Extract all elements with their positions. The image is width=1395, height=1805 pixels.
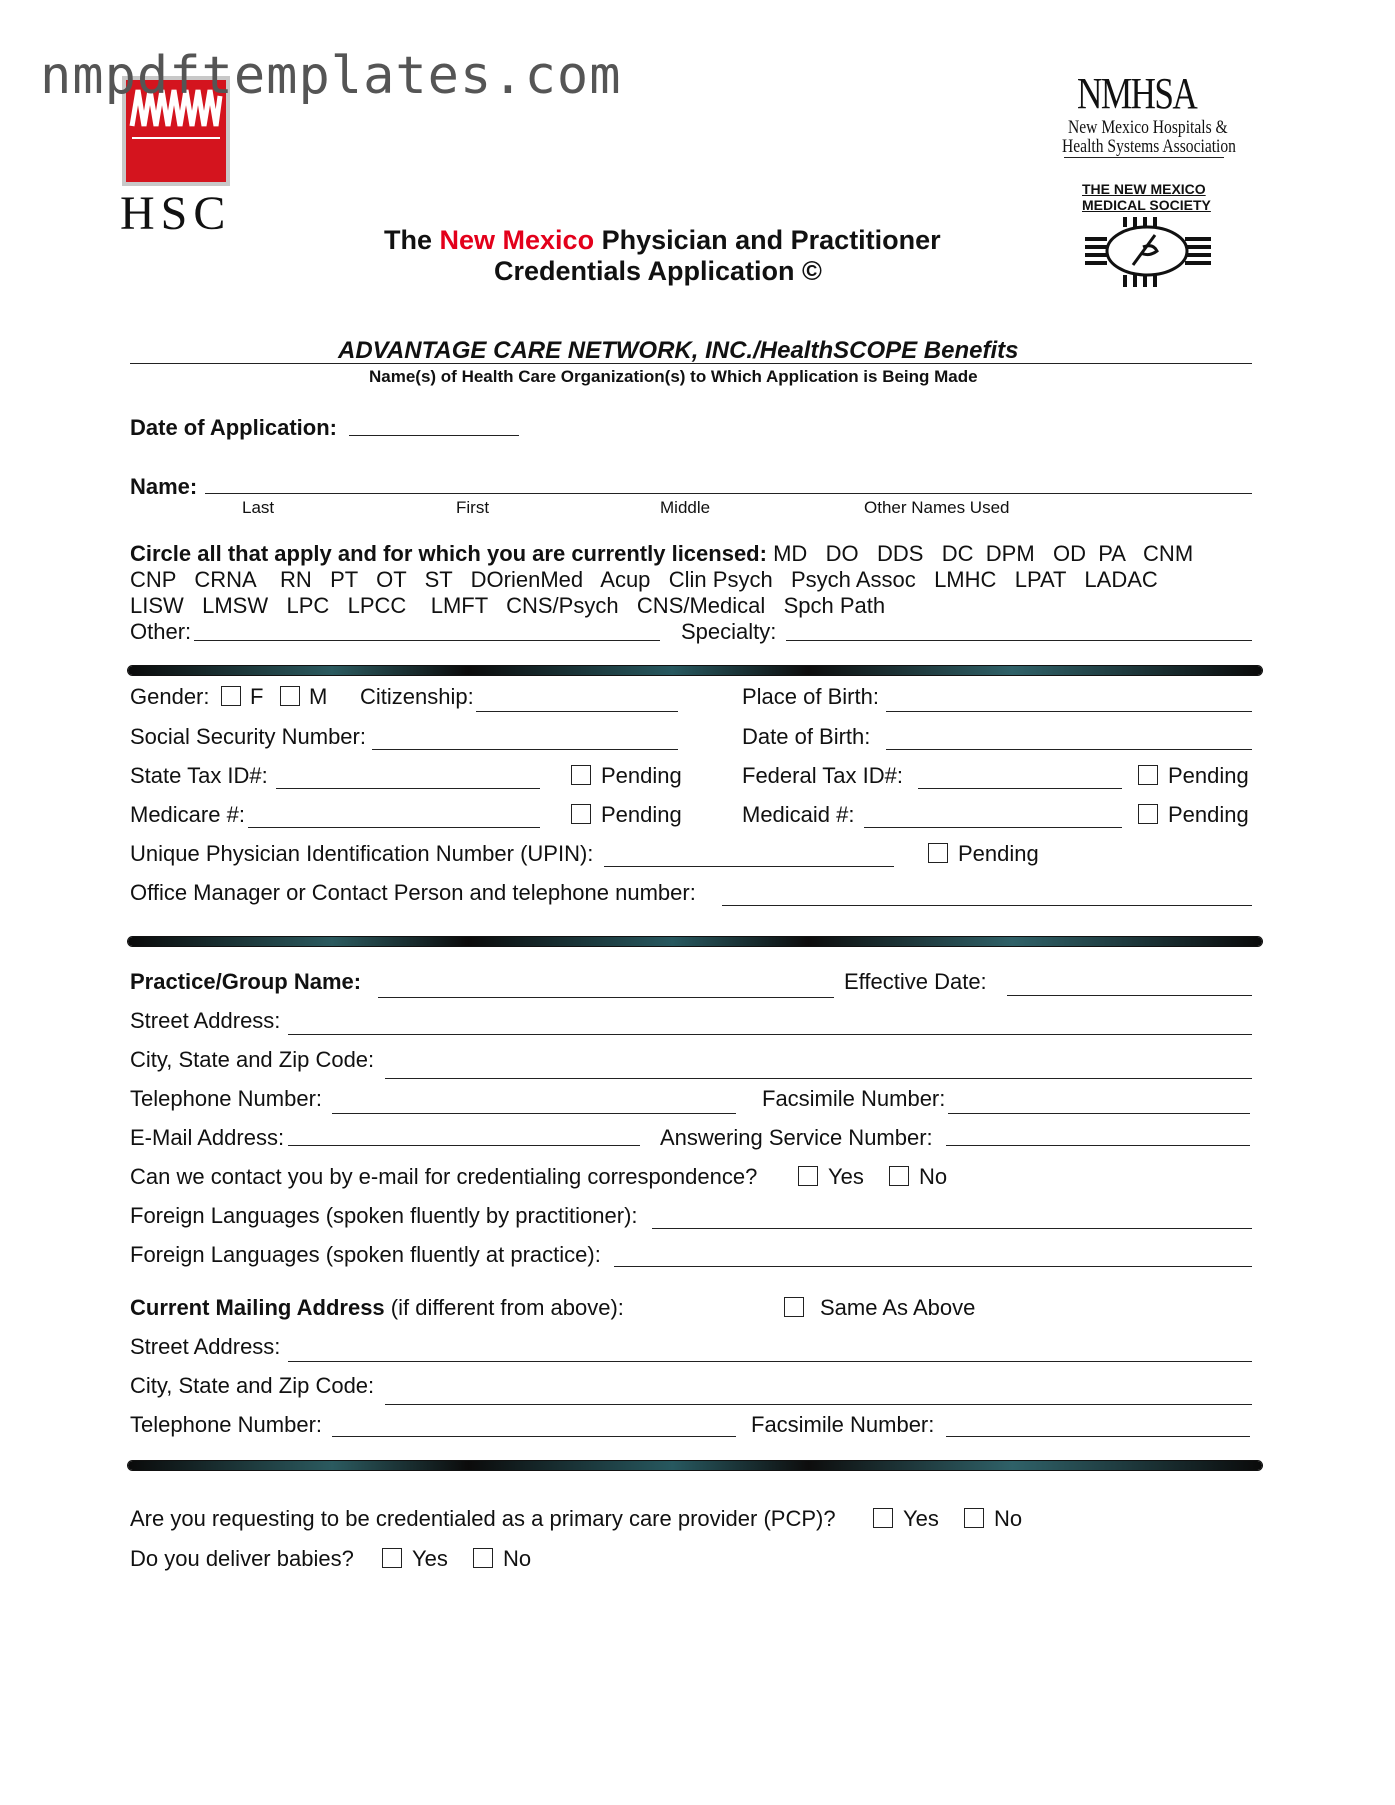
medicare-pending-label: Pending — [601, 802, 682, 827]
dob-label: Date of Birth: — [742, 724, 871, 749]
same-as-above-checkbox[interactable] — [784, 1297, 804, 1317]
pcp-question: Are you requesting to be credentialed as a primary care provider (PCP)? — [130, 1506, 836, 1531]
lang-practice-field[interactable] — [614, 1266, 1252, 1267]
section-divider-1 — [128, 666, 1262, 675]
license-other-label: Other: — [130, 619, 192, 644]
nmhsa-line1: New Mexico Hospitals & — [1068, 117, 1228, 138]
office-manager-label: Office Manager or Contact Person and telephone number: — [130, 880, 696, 905]
pcp-yes-label: Yes — [903, 1506, 939, 1531]
babies-yes-label: Yes — [412, 1546, 448, 1571]
license-options-row2[interactable]: CNP CRNA RN PT OT ST DOrienMed Acup Clin Psych Psych Assoc LMHC LPAT LADAC — [130, 567, 1158, 592]
upin-field[interactable] — [604, 866, 894, 867]
nmhsa-line2: Health Systems Association — [1062, 136, 1236, 157]
organization-line[interactable] — [130, 363, 1252, 364]
medicaid-label: Medicaid #: — [742, 802, 855, 827]
watermark: nmpdftemplates.com — [40, 46, 622, 106]
practice-telephone-field[interactable] — [332, 1113, 736, 1114]
license-row1 — [130, 543, 1193, 565]
name-label: Name: — [130, 474, 198, 499]
ssn-field[interactable] — [372, 749, 678, 750]
name-sub-first: First — [456, 498, 490, 517]
mailing-city-label: City, State and Zip Code: — [130, 1373, 375, 1398]
gender-female-checkbox[interactable] — [221, 686, 241, 706]
pcp-no-checkbox[interactable] — [964, 1508, 984, 1528]
state-tax-label: State Tax ID#: — [130, 763, 268, 788]
same-as-above-label: Same As Above — [820, 1295, 976, 1320]
federal-tax-label: Federal Tax ID#: — [742, 763, 904, 788]
federal-tax-pending-checkbox[interactable] — [1138, 765, 1158, 785]
mailing-street-label: Street Address: — [130, 1334, 281, 1359]
babies-no-checkbox[interactable] — [473, 1548, 493, 1568]
federal-tax-pending-label: Pending — [1168, 763, 1249, 788]
ssn-label: Social Security Number: — [130, 724, 366, 749]
citizenship-field[interactable] — [476, 711, 678, 712]
medicaid-field[interactable] — [864, 827, 1122, 828]
nmms-line2: MEDICAL SOCIETY — [1082, 197, 1211, 213]
nmms-line1: THE NEW MEXICO — [1082, 181, 1206, 197]
dob-field[interactable] — [886, 749, 1252, 750]
practice-email-field[interactable] — [288, 1145, 640, 1146]
name-sub-middle: Middle — [660, 498, 711, 517]
gender-male-checkbox[interactable] — [280, 686, 300, 706]
mailing-city-field[interactable] — [385, 1404, 1252, 1405]
federal-tax-field[interactable] — [918, 788, 1122, 789]
pcp-no-label: No — [994, 1506, 1023, 1531]
zia-symbol-icon — [1085, 217, 1215, 292]
upin-label: Unique Physician Identification Number (UPIN): — [130, 841, 594, 866]
license-other-field[interactable] — [194, 640, 660, 641]
organization-caption: Name(s) of Health Care Organization(s) to Which Application is Being Made — [369, 367, 978, 386]
name-sub-other: Other Names Used — [864, 498, 1010, 517]
citizenship-label: Citizenship: — [360, 684, 474, 709]
gender-male-label: M — [309, 684, 328, 709]
form-title-line2: Credentials Application © — [494, 256, 822, 286]
lang-practice-label: Foreign Languages (spoken fluently at practice): — [130, 1242, 601, 1267]
specialty-label: Specialty: — [681, 619, 777, 644]
contact-email-no-checkbox[interactable] — [889, 1166, 909, 1186]
practice-city-label: City, State and Zip Code: — [130, 1047, 375, 1072]
answering-service-field[interactable] — [946, 1145, 1250, 1146]
form-title-line1 — [384, 227, 941, 254]
mailing-heading-rest: (if different from above): — [384, 1295, 624, 1320]
state-tax-field[interactable] — [276, 788, 540, 789]
practice-email-label: E-Mail Address: — [130, 1125, 285, 1150]
practice-telephone-label: Telephone Number: — [130, 1086, 323, 1111]
lang-practitioner-label: Foreign Languages (spoken fluently by practitioner): — [130, 1203, 638, 1228]
mailing-fax-field[interactable] — [946, 1436, 1250, 1437]
pcp-yes-checkbox[interactable] — [873, 1508, 893, 1528]
mailing-fax-label: Facsimile Number: — [751, 1412, 935, 1437]
state-tax-pending-checkbox[interactable] — [571, 765, 591, 785]
mailing-address-heading — [130, 1297, 624, 1319]
title-prefix: The — [384, 225, 440, 255]
practice-street-label: Street Address: — [130, 1008, 281, 1033]
practice-name-field[interactable] — [378, 997, 834, 998]
place-of-birth-field[interactable] — [886, 711, 1252, 712]
practice-fax-field[interactable] — [948, 1113, 1250, 1114]
date-of-application-field[interactable] — [349, 435, 519, 436]
mailing-heading-bold: Current Mailing Address — [130, 1295, 385, 1320]
title-highlight: New Mexico — [439, 225, 595, 255]
contact-email-no-label: No — [919, 1164, 948, 1189]
babies-yes-checkbox[interactable] — [382, 1548, 402, 1568]
babies-no-label: No — [503, 1546, 532, 1571]
medicaid-pending-label: Pending — [1168, 802, 1249, 827]
medicare-pending-checkbox[interactable] — [571, 804, 591, 824]
medicare-label: Medicare #: — [130, 802, 245, 827]
effective-date-field[interactable] — [1007, 995, 1252, 996]
mailing-telephone-label: Telephone Number: — [130, 1412, 323, 1437]
upin-pending-label: Pending — [958, 841, 1039, 866]
gender-label: Gender: — [130, 684, 210, 709]
gender-female-label: F — [250, 684, 264, 709]
license-options-row1[interactable]: MD DO DDS DC DPM OD PA CNM — [773, 541, 1194, 566]
babies-question: Do you deliver babies? — [130, 1546, 354, 1571]
organization-name: ADVANTAGE CARE NETWORK, INC./HealthSCOPE Benefits — [338, 337, 1019, 364]
nmhsa-abbrev: NMHSA — [1077, 69, 1197, 118]
name-field[interactable] — [205, 493, 1252, 494]
place-of-birth-label: Place of Birth: — [742, 684, 879, 709]
practice-street-field[interactable] — [288, 1034, 1252, 1035]
medicare-field[interactable] — [248, 827, 540, 828]
section-divider-2 — [128, 937, 1262, 946]
upin-pending-checkbox[interactable] — [928, 843, 948, 863]
practice-name-label: Practice/Group Name: — [130, 969, 362, 994]
state-tax-pending-label: Pending — [601, 763, 682, 788]
effective-date-label: Effective Date: — [844, 969, 987, 994]
mailing-telephone-field[interactable] — [332, 1436, 736, 1437]
title-suffix: Physician and Practitioner — [594, 225, 941, 255]
name-sub-last: Last — [242, 498, 275, 517]
nmhsa-underline — [1064, 157, 1224, 158]
answering-service-label: Answering Service Number: — [660, 1125, 933, 1150]
contact-email-yes-label: Yes — [828, 1164, 864, 1189]
specialty-field[interactable] — [786, 640, 1252, 641]
practice-city-field[interactable] — [385, 1078, 1252, 1079]
contact-email-question: Can we contact you by e-mail for credentialing correspondence? — [130, 1164, 758, 1189]
lang-practitioner-field[interactable] — [652, 1228, 1252, 1229]
hsc-logo-text: HSC — [120, 187, 232, 240]
mailing-street-field[interactable] — [288, 1361, 1252, 1362]
practice-fax-label: Facsimile Number: — [762, 1086, 946, 1111]
medicaid-pending-checkbox[interactable] — [1138, 804, 1158, 824]
license-intro: Circle all that apply and for which you are currently licensed: — [130, 541, 767, 566]
section-divider-3 — [128, 1461, 1262, 1470]
date-of-application-label: Date of Application: — [130, 415, 337, 440]
office-manager-field[interactable] — [722, 905, 1252, 906]
contact-email-yes-checkbox[interactable] — [798, 1166, 818, 1186]
license-options-row3[interactable]: LISW LMSW LPC LPCC LMFT CNS/Psych CNS/Medical Spch Path — [130, 593, 886, 618]
